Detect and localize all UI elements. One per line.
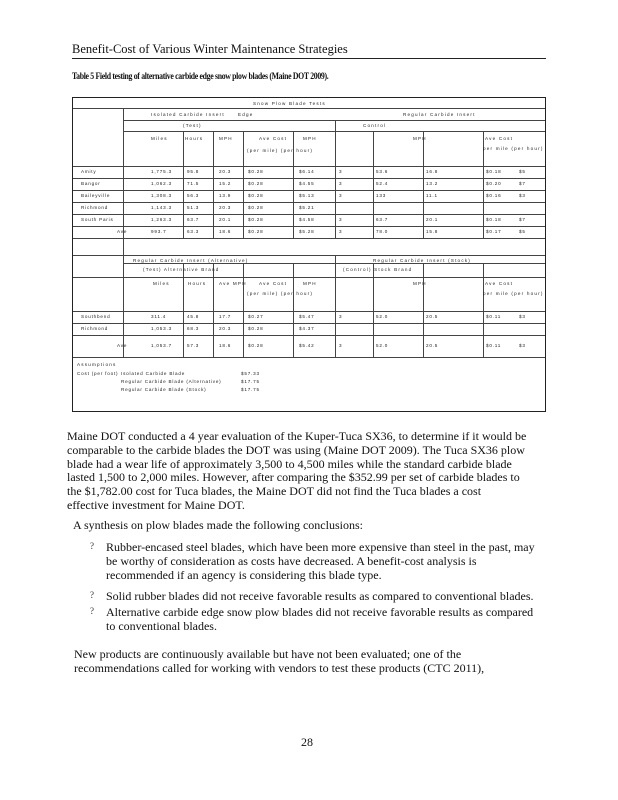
column-unit: (per mile) (per hour) [247, 148, 314, 153]
column-header: MPH [303, 136, 317, 141]
column-header: Ave Cost [485, 136, 514, 141]
column-header: Miles [151, 136, 168, 141]
column-unit: (per mile) (per hour) [247, 291, 314, 296]
column-unit: per mile (per hour) [483, 146, 544, 151]
test-group-header: Isolated Carbide Insert [151, 112, 225, 117]
paragraph-new-products: New products are continuously available but have not been evaluated; one of the recommendations called for working with vendors to test these products (CTC 2011), [74, 647, 485, 675]
running-header: Benefit-Cost of Various Winter Maintenance Strategies [72, 42, 348, 56]
column-header: Ave Cost [485, 281, 514, 286]
bullet-solid-rubber: Solid rubber blades did not receive favorable results as compared to conventional blades. [106, 589, 534, 603]
table-title: Snow Plow Blade Tests [253, 101, 326, 106]
paragraph-synthesis: A synthesis on plow blades made the following conclusions: [73, 518, 363, 532]
column-header: MPH [303, 281, 317, 286]
field-test-table: Snow Plow Blade Tests Isolated Carbide Insert Edge Regular Carbide Insert (Test) Control Miles Hours MPH Ave Cost MPH MPH Ave Cost (per mile) (per hour) per mile (per hour) Amity 1,775.3 95.8 20.3 $0.28 $6.14 3 53.6 16.8 $0.18 $5 Bangor 1,062.3 71.5 15.2 $0.28 $4.55 3 52.4 13.2 $0.20 $7 Baileyville 1,308.3 56.3 13.9 $0.28 $5.13 3 133 11.1 $0.16 $3 Richmond 1,143.3 51.3 20.3 $0.28 $5.21 South Paris 1,263.3 63.7 20.1 $0.28 $4.58 3 63.7 20.1 $0.18 $7 Ave 993.7 63.3 18.6 $0.28 $5.28 3 78.0 15.8 $0.17 $5 Regular Carbide Insert (Alternative) Regular Carbide Insert (Stock) (Test) Alternative Brand (Control) Stock Brand Miles Hours Ave MPH Ave Cost MPH MPH Ave Cost (per mile) (per hour) per mile (per hour) Southbend 311.4 45.8 17.7 $0.27 $5.47 3 52.0 20.5 $0.11 $3 Richmond 1,053.3 68.3 20.3 $0.28 $4.37 Ave 1,053.7 57.3 18.6 $0.28 $5.42 3 52.0 20.5 $0.11 $3 Assumptions Cost (per foot) Isolated Carbide Blade $57.33 Regular Carbide Blade (Alternative) $17.75 Regular Carbide Blade (Stock) $17.75 [72, 97, 546, 412]
bullet-marker: ? [90, 606, 94, 616]
column-header: Ave Cost [259, 136, 288, 141]
control-label: (Control) Stock Brand [343, 267, 413, 272]
control-group-header: Regular Carbide Insert (Stock) [373, 258, 472, 263]
test-group-header: Regular Carbide Insert (Alternative) [133, 258, 249, 263]
column-header: Miles [153, 281, 170, 286]
page-number: 28 [301, 735, 313, 749]
column-header: Hours [185, 136, 204, 141]
test-sub-header: Edge [238, 112, 254, 117]
paragraph-maine-dot: Maine DOT conducted a 4 year evaluation of the Kuper-Tuca SX36, to determine if it would be comparable to the carbide blades the DOT was using (Maine DOT 2009). The Tuca SX36 plow blade had a wear life of approximately 3,500 to 4,500 miles while the standard carbide blade lasted 1,500 to 2,000 miles. However, after comparing the $352.99 per set of carbide blades to the $1,782.00 cost for Tuca blades, the Maine DOT did not find the Tuca blades a cost effective investment for Maine DOT. [67, 429, 527, 512]
column-header: MPH [219, 136, 233, 141]
column-unit: per mile (per hour) [483, 291, 544, 296]
column-header: Ave Cost [259, 281, 288, 286]
table-caption: Table 5 Field testing of alternative carbide edge snow plow blades (Maine DOT 2009). [72, 72, 329, 82]
test-label: (Test) Alternative Brand [143, 267, 220, 272]
test-label: (Test) [183, 123, 202, 128]
bullet-marker: ? [90, 590, 94, 600]
control-label: Control [363, 123, 387, 128]
column-header: MPH [413, 281, 427, 286]
assumptions-heading: Assumptions [77, 362, 117, 367]
column-header: Hours [188, 281, 207, 286]
column-header: Ave MPH [219, 281, 247, 286]
control-group-header: Regular Carbide Insert [403, 112, 476, 117]
bullet-alternative-carbide: Alternative carbide edge snow plow blades did not receive favorable results as compared to conventional blades. [106, 605, 534, 633]
header-rule [72, 58, 546, 59]
bullet-marker: ? [90, 541, 94, 551]
bullet-rubber-encased: Rubber-encased steel blades, which have been more expensive than steel in the past, may be worthy of consideration as costs have decreased. A benefit-cost analysis is recommended if an agency is considering this blade type. [106, 540, 535, 582]
column-header: MPH [413, 136, 427, 141]
